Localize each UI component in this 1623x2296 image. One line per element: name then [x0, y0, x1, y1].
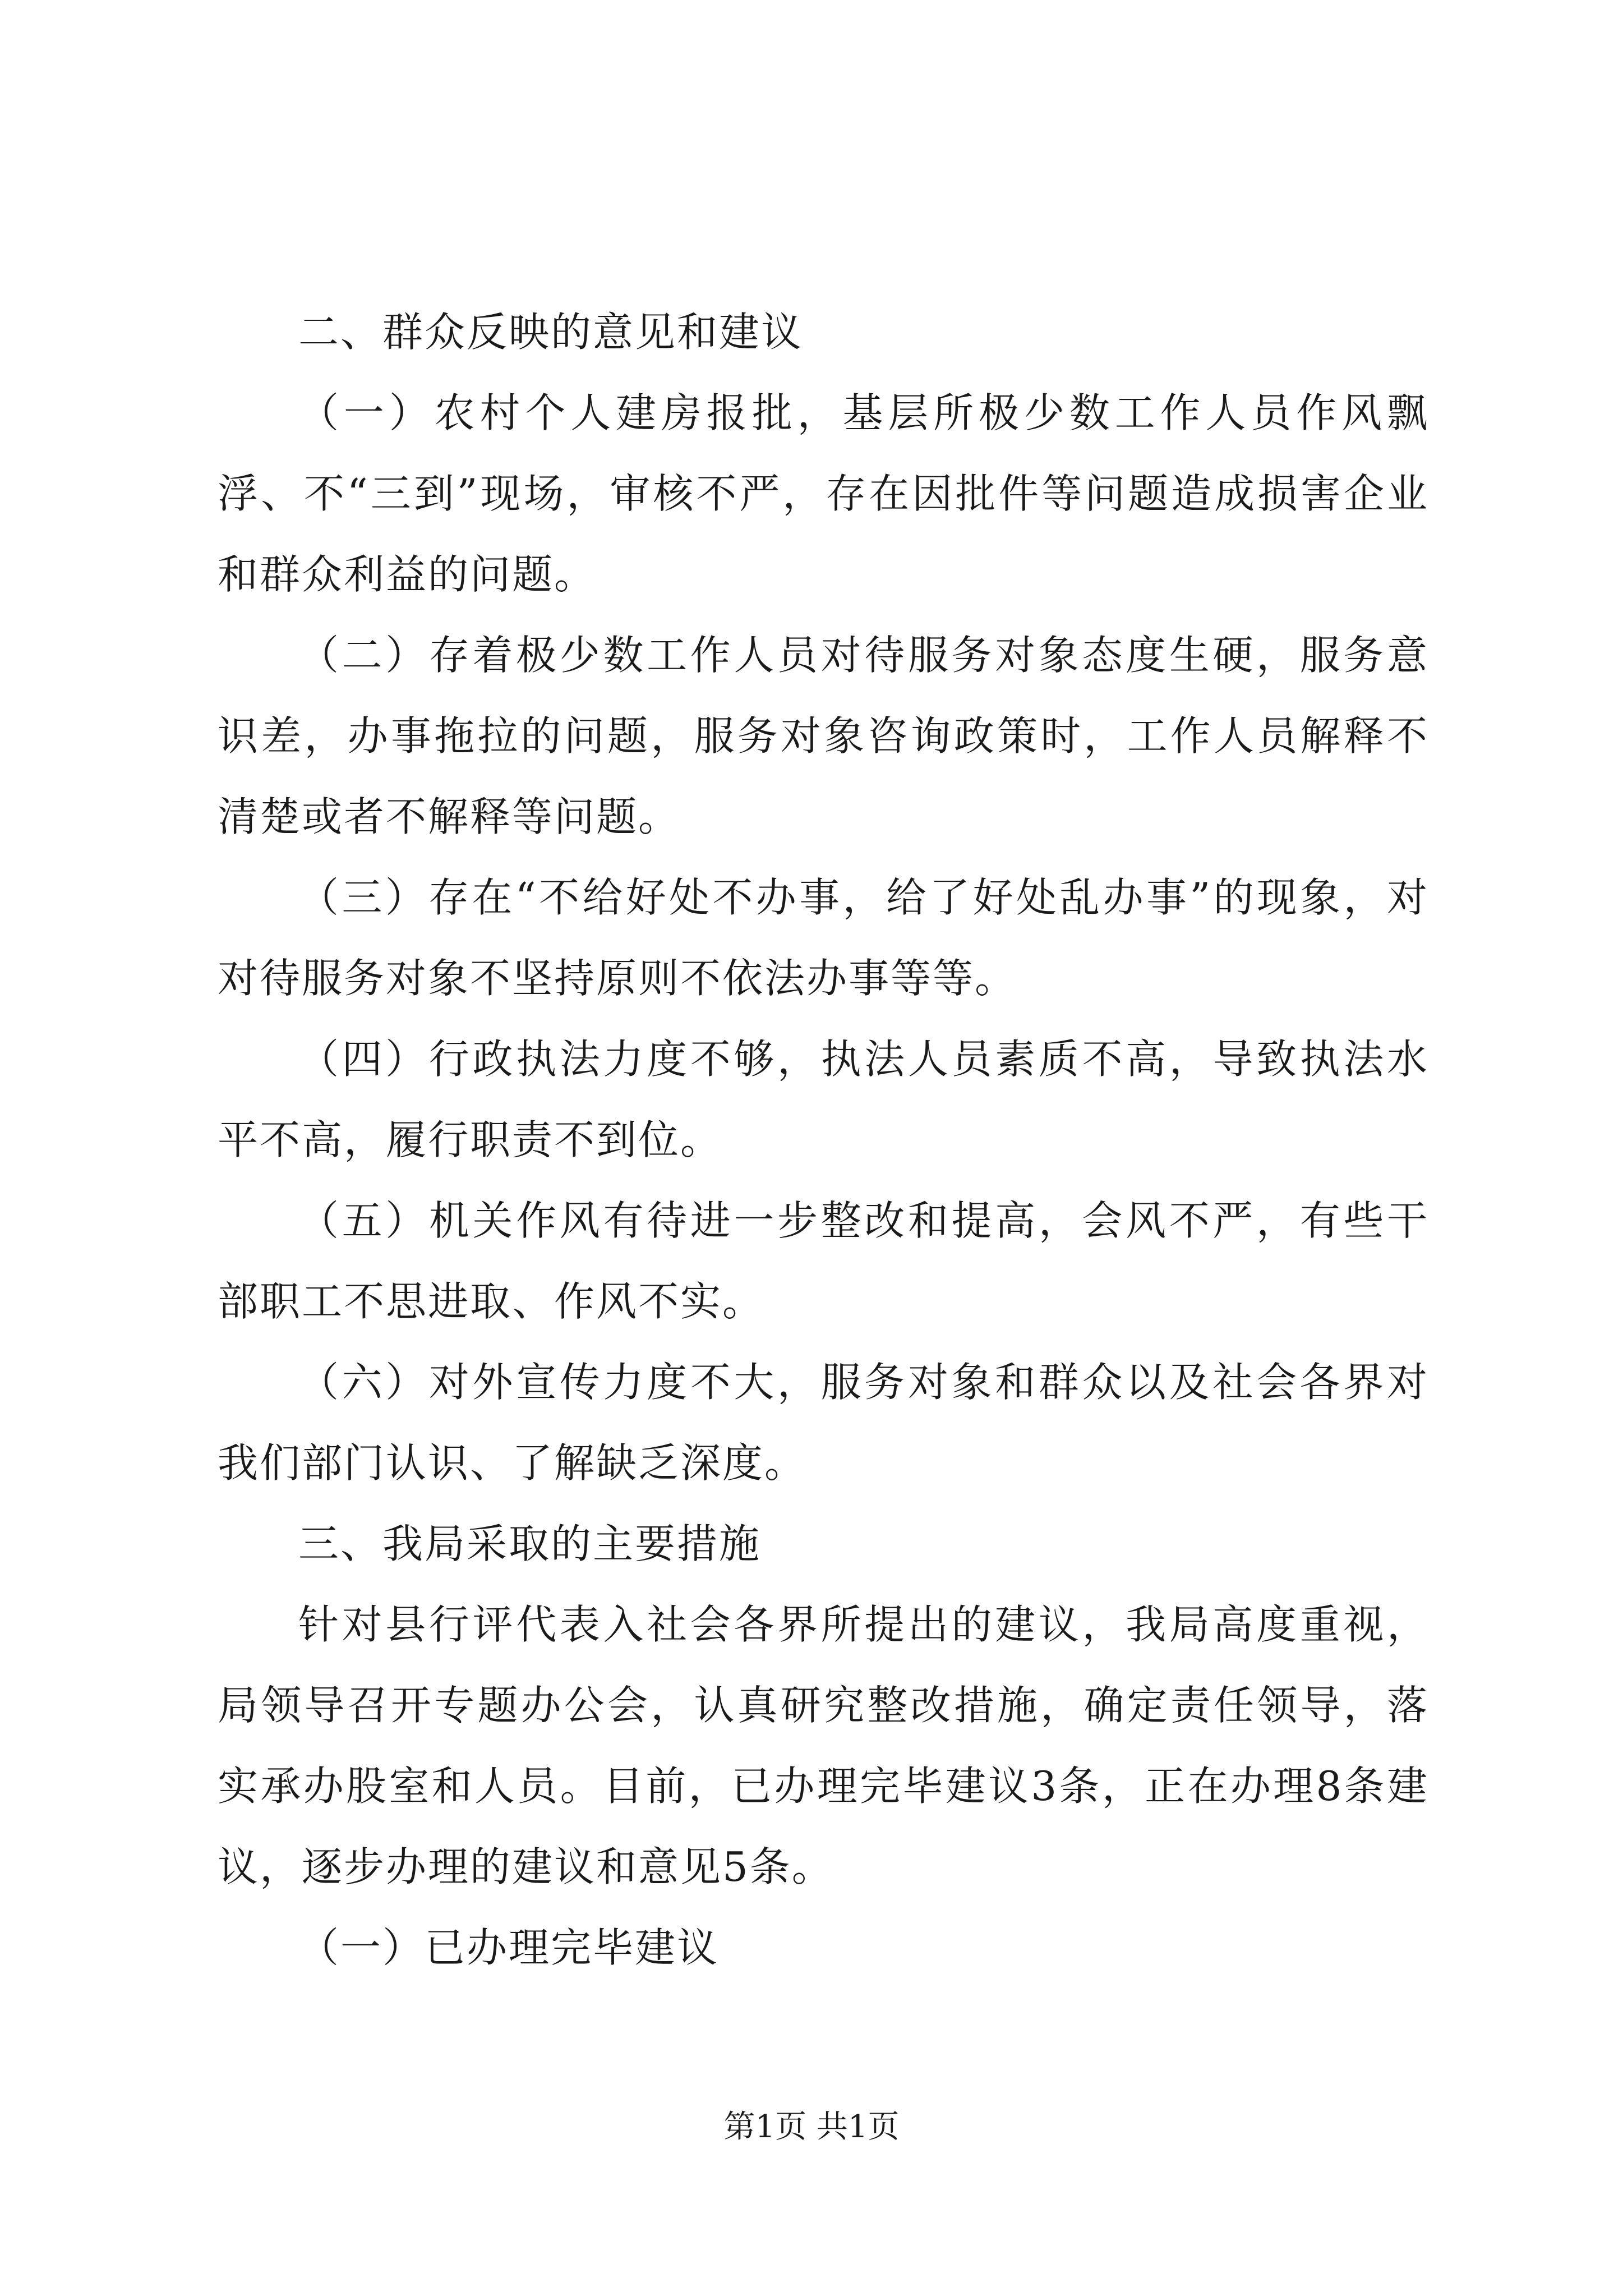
section-heading: 三、我局采取的主要措施: [298, 1520, 762, 1567]
section-heading: 二、群众反映的意见和建议: [298, 309, 804, 356]
document-body: [218, 292, 1429, 1988]
subsection-heading: （一）已办理完毕建议: [298, 1924, 720, 1971]
paragraph: （一）农村个人建房报批，基层所极少数工作人员作风飘浮、不“三到”现场，审核不严，存在因批件等问题造成损害企业和群众利益的问题。: [218, 389, 1429, 598]
paragraph: （五）机关作风有待进一步整改和提高，会风不严，有些干部职工不思进取、作风不实。: [218, 1197, 1429, 1325]
page-footer: 第1页 共1页: [723, 2109, 900, 2145]
paragraph: （三）存在“不给好处不办事，给了好处乱办事”的现象，对对待服务对象不坚持原则不依法办事等等。: [218, 874, 1429, 1002]
paragraph: 针对县行评代表入社会各界所提出的建议，我局高度重视，局领导召开专题办公会，认真研究整改措施，确定责任领导，落实承办股室和人员。目前，已办理完毕建议3条，正在办理8条建议，逐步办理的建议和意见5条。: [218, 1601, 1429, 1890]
paragraph: （四）行政执法力度不够，执法人员素质不高，导致执法水平不高，履行职责不到位。: [218, 1036, 1429, 1163]
paragraph: （二）存着极少数工作人员对待服务对象态度生硬，服务意识差，办事拖拉的问题，服务对象咨询政策时，工作人员解释不清楚或者不解释等问题。: [218, 632, 1429, 840]
paragraph: （六）对外宣传力度不大，服务对象和群众以及社会各界对我们部门认识、了解缺乏深度。: [218, 1359, 1429, 1487]
